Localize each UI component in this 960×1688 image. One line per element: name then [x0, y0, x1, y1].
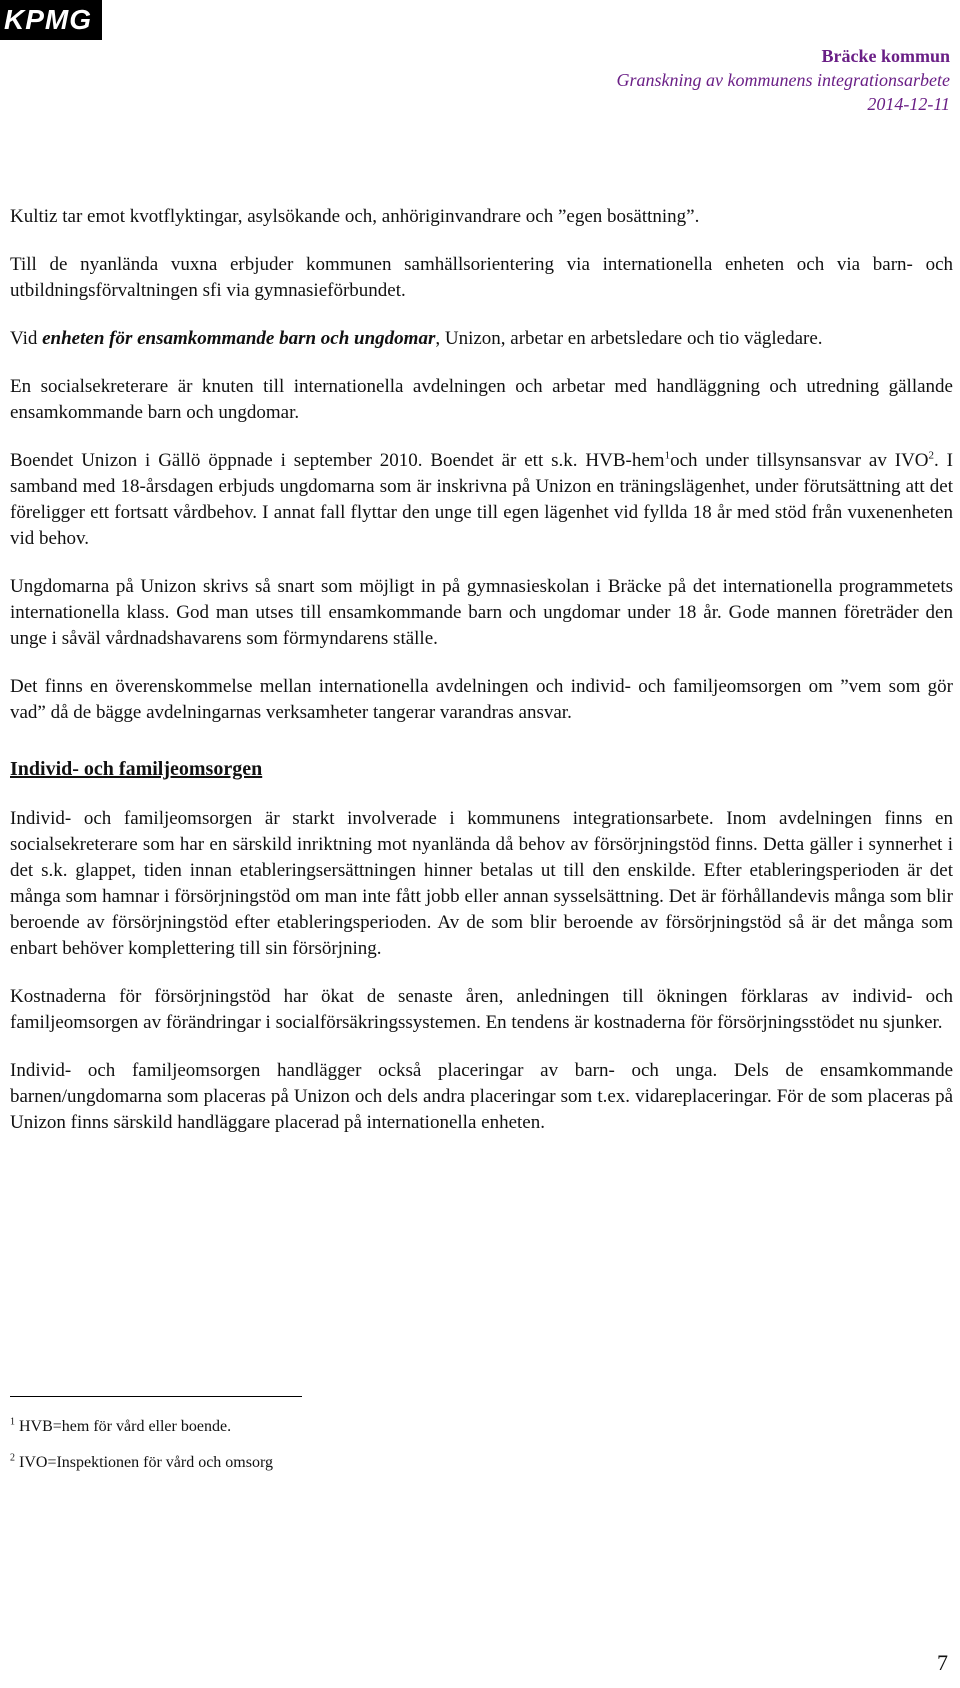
footnote-1-number: 1 [10, 1416, 15, 1428]
paragraph-7: Det finns en överenskommelse mellan internationella avdelningen och individ- och familjeomsorgen om ”vem som gör vad” då de bägge avdelningarnas verksamheter tangerar varandras ansvar. [10, 676, 953, 723]
document-body [10, 204, 953, 1162]
p3-pre: Vid [10, 328, 43, 349]
footnote-1 [10, 1416, 273, 1438]
page-number: 7 [937, 1650, 948, 1675]
paragraph-4: En socialsekreterare är knuten till internationella avdelningen och arbetar med handläggning och utredning gällande ensamkommande barn och ungdomar. [10, 376, 953, 423]
header-organization: Bräcke kommun [821, 46, 950, 66]
paragraph-8: Individ- och familjeomsorgen är starkt involverade i kommunens integrationsarbete. Inom avdelningen finns en socialsekreterare som har en särskild inriktning mot nyanlända då behov av försörjningstöd finns. Detta gäller i synnerhet i det s.k. glappet, tiden innan etableringsersättningen hinner betalas ut till den enskilde. Efter etableringsperioden är det många som hamnar i försörjningstöd om man inte fått jobb eller annan sysselsättning. Det är förhållandevis många som blir beroende av försörjningstöd efter etableringsperioden. Av de som blir beroende av försörjningstöd så är det många som enbart behöver komplettering till sin försörjning. [10, 808, 953, 959]
paragraph-1: Kultiz tar emot kvotflyktingar, asylsökande och, anhöriginvandrare och ”egen bosättning”. [10, 206, 700, 227]
kpmg-logo [0, 0, 102, 40]
page-header [617, 44, 950, 116]
footnote-2-number: 2 [10, 1452, 15, 1464]
footnote-ref-1: 1 [664, 449, 671, 462]
p5-part-c: . I samband med 18-årsdagen erbjuds ungdomarna som är inskrivna på Unizon en träningslägenhet, under förutsättning att det föreligger ett fortsatt vårdbehov. I annat fall flyttar den unge till egen lägenhet vid fyllda 18 år med stöd från vuxenenheten vid behov. [10, 450, 954, 549]
p5-part-a: Boendet Unizon i Gällö öppnade i september 2010. Boendet är ett s.k. HVB-hem [10, 450, 665, 471]
paragraph-5 [10, 448, 953, 552]
header-date: 2014-12-11 [867, 94, 950, 114]
footnote-2-text: IVO=Inspektionen för vård och omsorg [15, 1454, 274, 1471]
paragraph-9: Kostnaderna för försörjningstöd har ökat de senaste åren, anledningen till ökningen förklaras av individ- och familjeomsorgen av förändringar i socialförsäkringssystemen. En tendens är kostnaderna för försörjningsstödet nu sjunker. [10, 986, 953, 1033]
paragraph-10: Individ- och familjeomsorgen handlägger också placeringar av barn- och unga. Dels de ensamkommande barnen/ungdomarna som placeras på Unizon och dels andra placeringar som t.ex. vidareplaceringar. För de som placeras på Unizon finns särskild handläggare placerad på internationella enheten. [10, 1060, 953, 1133]
paragraph-3 [10, 326, 953, 352]
p5-part-b: och under tillsynsansvar av IVO [670, 450, 929, 471]
logo-text: KPMG [4, 4, 92, 35]
footnotes [10, 1416, 273, 1488]
p3-post: , Unizon, arbetar en arbetsledare och tio vägledare. [435, 328, 823, 349]
paragraph-2: Till de nyanlända vuxna erbjuder kommunen samhällsorientering via internationella enheten och via barn- och utbildningsförvaltningen sfi via gymnasieförbundet. [10, 254, 953, 301]
section-heading: Individ- och familjeomsorgen [10, 758, 263, 780]
paragraph-6: Ungdomarna på Unizon skrivs så snart som möjligt in på gymnasieskolan i Bräcke på det internationella programmetets internationella klass. God man utses till ensamkommande barn och ungdomar under 18 år. Gode mannen företräder den unge i såväl vårdnadshavarens som förmyndarens ställe. [10, 576, 953, 649]
header-subtitle: Granskning av kommunens integrationsarbete [616, 70, 950, 90]
footnote-divider [10, 1396, 302, 1397]
p3-emphasis: enheten för ensamkommande barn och ungdomar [42, 328, 436, 349]
footnote-1-text: HVB=hem för vård eller boende. [15, 1418, 232, 1435]
footnote-ref-2: 2 [928, 449, 935, 462]
footnote-2 [10, 1452, 273, 1474]
